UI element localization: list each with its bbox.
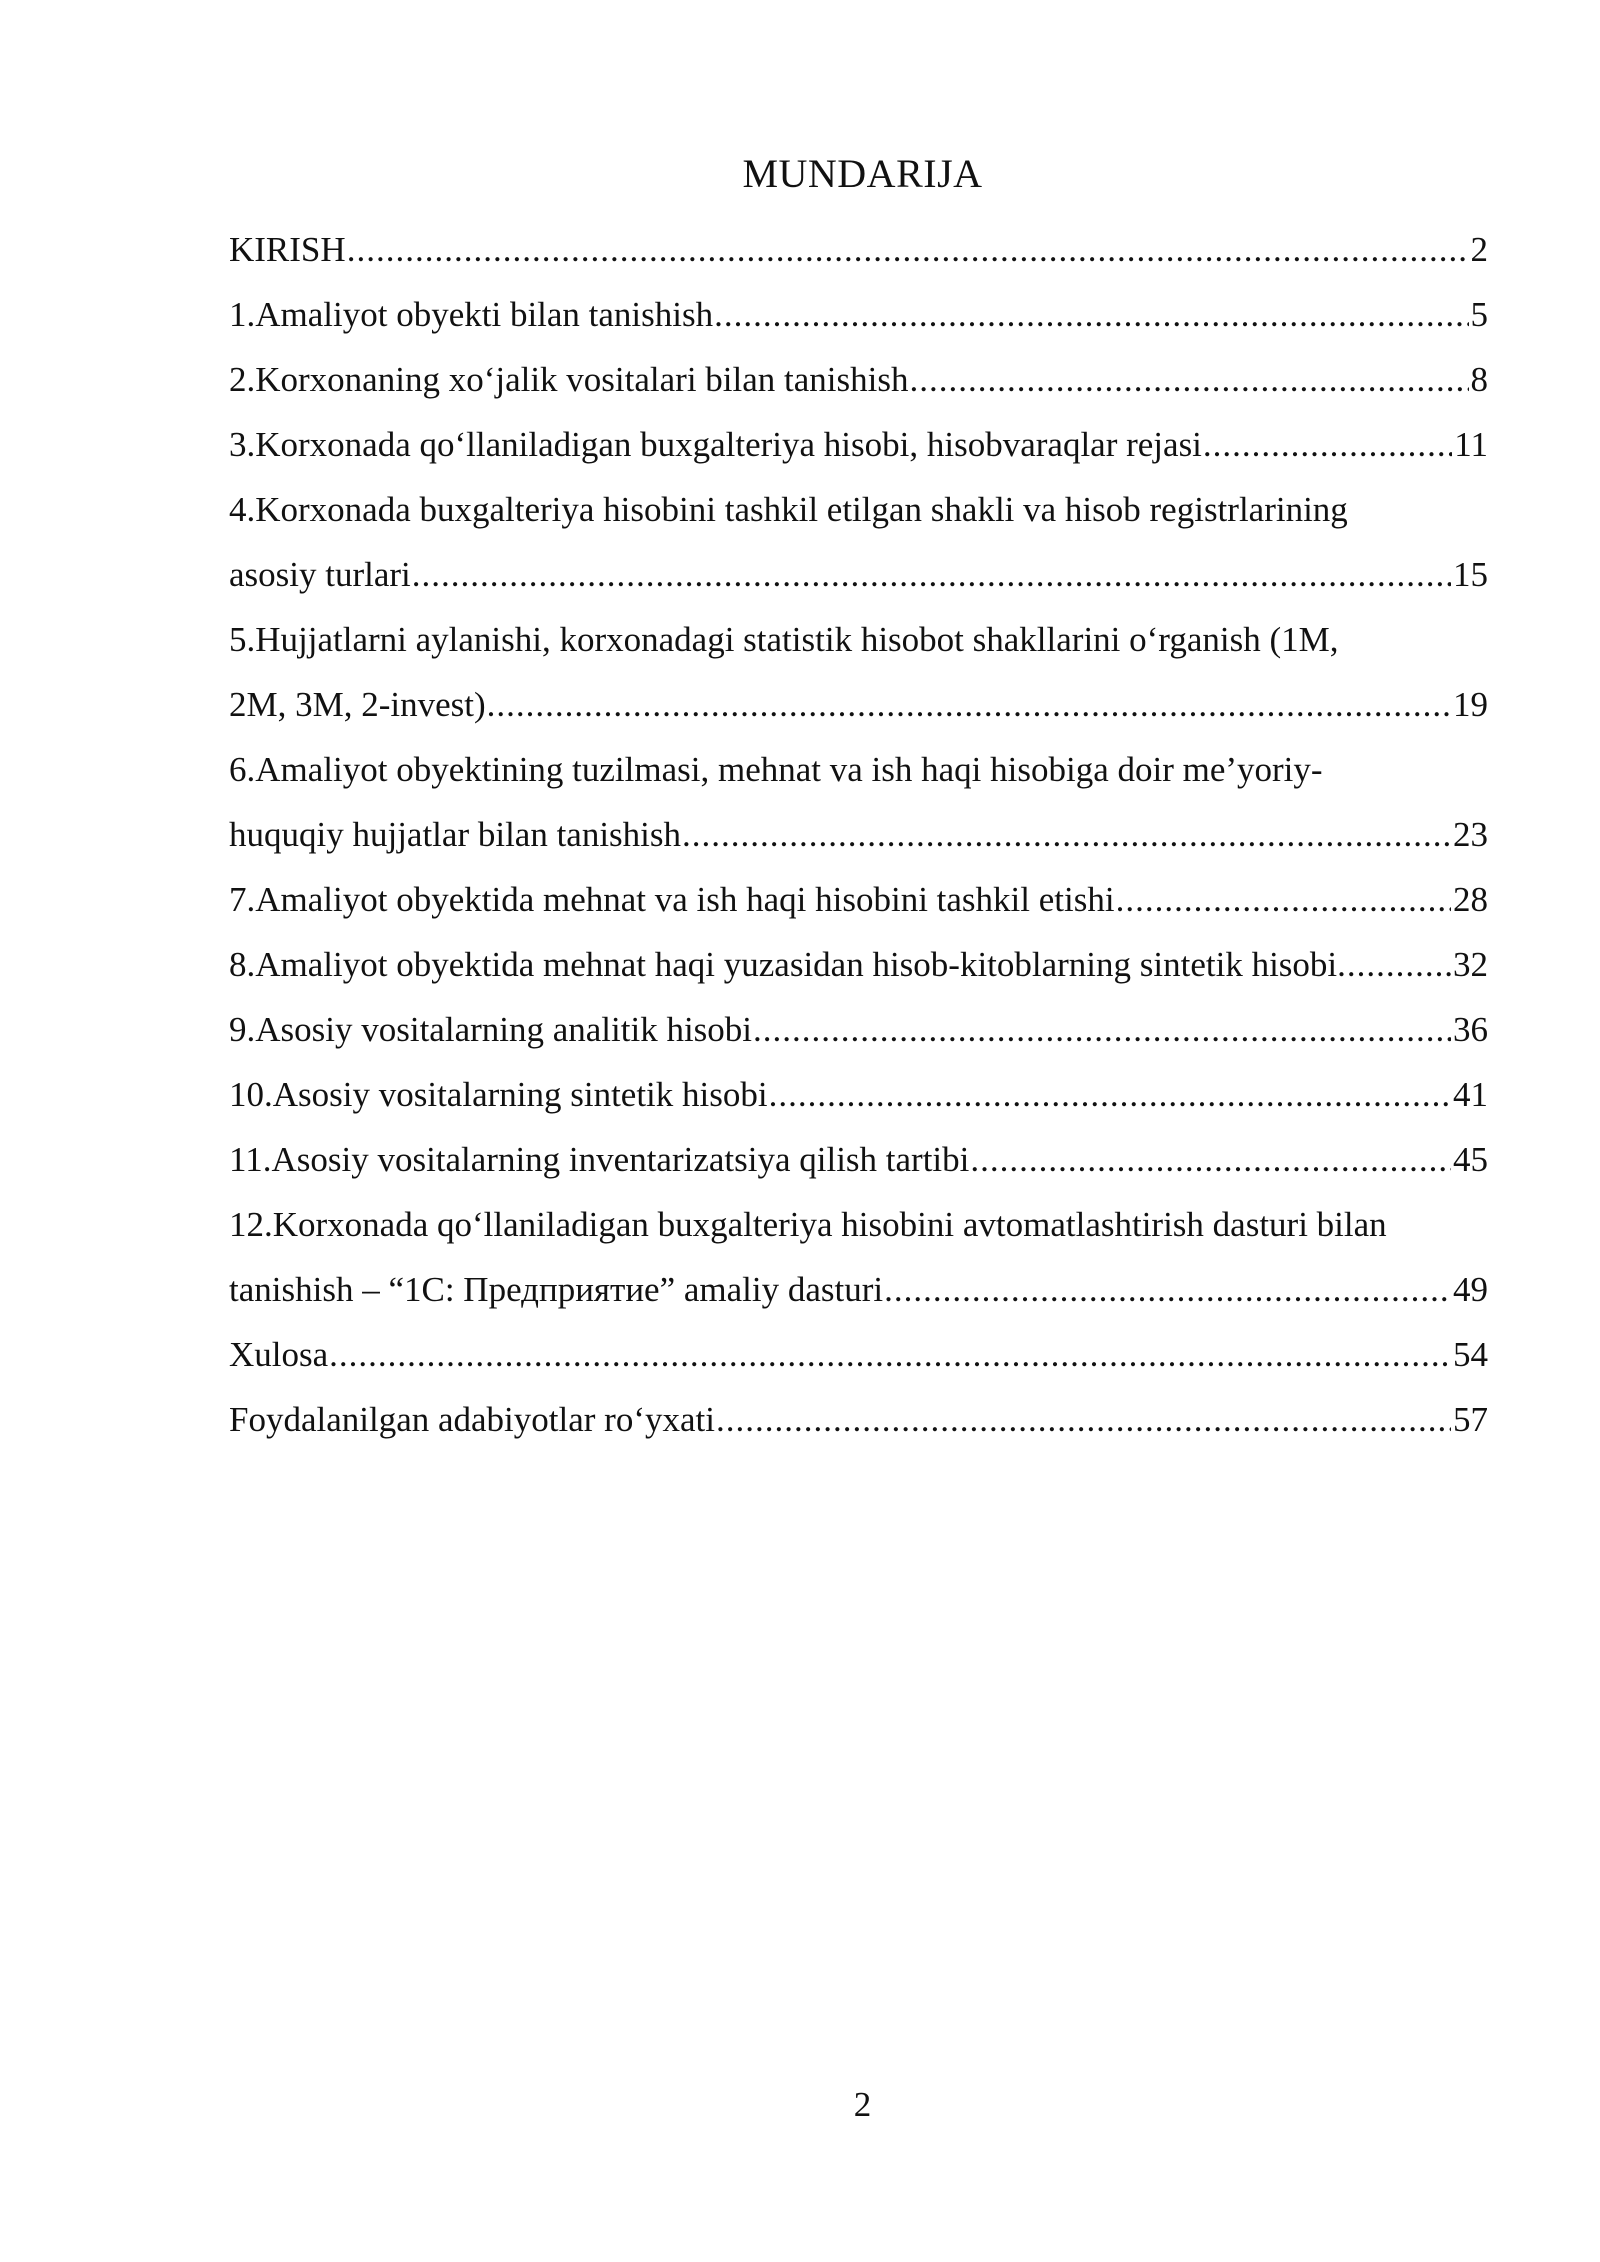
toc-entry-line[interactable] xyxy=(229,672,1488,737)
toc-entry-line[interactable] xyxy=(229,802,1488,867)
toc-entry-title: 5.Hujjatlarni aylanishi, korxonadagi statistik hisobot shakllarini o‘rganish (1M, xyxy=(229,620,1339,659)
toc-entry-page-number: 23 xyxy=(1453,815,1488,854)
toc-entry-line[interactable] xyxy=(229,1387,1488,1452)
toc-entry-page-number: 19 xyxy=(1453,685,1488,724)
toc-entry-title: 6.Amaliyot obyektining tuzilmasi, mehnat va ish haqi hisobiga doir me’yoriy- xyxy=(229,750,1323,789)
toc-entry-page-number: 54 xyxy=(1453,1335,1488,1374)
toc-entry-page-number: 36 xyxy=(1453,1010,1488,1049)
dot-leader xyxy=(753,997,1451,1062)
toc-title: MUNDARIJA xyxy=(742,151,983,196)
dot-leader xyxy=(1203,412,1452,477)
toc-entry-line[interactable] xyxy=(229,412,1488,477)
toc-entry-line[interactable] xyxy=(229,997,1488,1062)
toc-entry-line[interactable] xyxy=(229,1192,1488,1257)
toc-entry-line[interactable] xyxy=(229,1322,1488,1387)
toc-entry-title: Foydalanilgan adabiyotlar ro‘yxati xyxy=(229,1400,715,1439)
toc-entry-title: 3.Korxonada qo‘llaniladigan buxgalteriya hisobi, hisobvaraqlar rejasi xyxy=(229,425,1202,464)
toc-entry-title: 9.Asosiy vositalarning analitik hisobi xyxy=(229,1010,753,1049)
dot-leader xyxy=(714,282,1468,347)
toc-entry-line[interactable] xyxy=(229,607,1488,672)
dot-leader xyxy=(970,1127,1451,1192)
toc-entry-title: asosiy turlari xyxy=(229,555,411,594)
toc-entry-page-number: 41 xyxy=(1453,1075,1488,1114)
toc-entry-line[interactable] xyxy=(229,1127,1488,1192)
toc-entry-line[interactable] xyxy=(229,542,1488,607)
toc-entry-line[interactable] xyxy=(229,217,1488,282)
toc-entry-line[interactable] xyxy=(229,282,1488,347)
dot-leader xyxy=(769,1062,1451,1127)
dot-leader xyxy=(347,217,1469,282)
toc-entry-line[interactable] xyxy=(229,867,1488,932)
toc-entry-page-number: 45 xyxy=(1453,1140,1488,1179)
toc-entry-page-number: 57 xyxy=(1453,1400,1488,1439)
toc-entry-line[interactable] xyxy=(229,1062,1488,1127)
dot-leader xyxy=(1116,867,1451,932)
toc-entry-page-number: 49 xyxy=(1453,1270,1488,1309)
dot-leader xyxy=(884,1257,1451,1322)
toc-entry-line[interactable] xyxy=(229,477,1488,542)
toc-entry-title: 8.Amaliyot obyektida mehnat haqi yuzasidan hisob-kitoblarning sintetik hisobi. xyxy=(229,945,1346,984)
dot-leader xyxy=(412,542,1451,607)
toc-entry-title: 7.Amaliyot obyektida mehnat va ish haqi hisobini tashkil etishi xyxy=(229,880,1115,919)
page-number: 2 xyxy=(853,2085,872,2124)
toc-entry-title: 2M, 3M, 2-invest) xyxy=(229,685,486,724)
toc-entry-page-number: 8 xyxy=(1470,360,1488,399)
toc-entry-title: huquqiy hujjatlar bilan tanishish xyxy=(229,815,682,854)
toc-entry-title: 1.Amaliyot obyekti bilan tanishish xyxy=(229,295,714,334)
toc-entry-title: 2.Korxonaning xo‘jalik vositalari bilan tanishish xyxy=(229,360,909,399)
dot-leader xyxy=(329,1322,1451,1387)
toc-entry-title: Xulosa xyxy=(229,1335,329,1374)
toc-entry-title: 11.Asosiy vositalarning inventarizatsiya qilish tartibi xyxy=(229,1140,970,1179)
toc-entry-line[interactable] xyxy=(229,347,1488,412)
toc-entry-title: KIRISH xyxy=(229,230,346,269)
dot-leader xyxy=(487,672,1451,737)
table-of-contents xyxy=(229,217,1488,1452)
toc-entry-page-number: 5 xyxy=(1470,295,1488,334)
toc-entry-line[interactable] xyxy=(229,1257,1488,1322)
toc-entry-title: 10.Asosiy vositalarning sintetik hisobi xyxy=(229,1075,768,1114)
dot-leader xyxy=(909,347,1468,412)
toc-entry-page-number: 15 xyxy=(1453,555,1488,594)
toc-entry-title: tanishish – “1C: Предприятие” amaliy dasturi xyxy=(229,1270,884,1309)
toc-entry-page-number: 11 xyxy=(1454,425,1488,464)
toc-entry-page-number: .32 xyxy=(1444,945,1488,984)
dot-leader xyxy=(1347,932,1442,997)
toc-entry-line[interactable] xyxy=(229,932,1488,997)
toc-entry-page-number: 2 xyxy=(1470,230,1488,269)
dot-leader xyxy=(716,1387,1451,1452)
toc-entry-page-number: 28 xyxy=(1453,880,1488,919)
toc-entry-title: 4.Korxonada buxgalteriya hisobini tashkil etilgan shakli va hisob registrlarining xyxy=(229,490,1348,529)
toc-entry-line[interactable] xyxy=(229,737,1488,802)
dot-leader xyxy=(682,802,1451,867)
toc-entry-title: 12.Korxonada qo‘llaniladigan buxgalteriya hisobini avtomatlashtirish dasturi bilan xyxy=(229,1205,1387,1244)
